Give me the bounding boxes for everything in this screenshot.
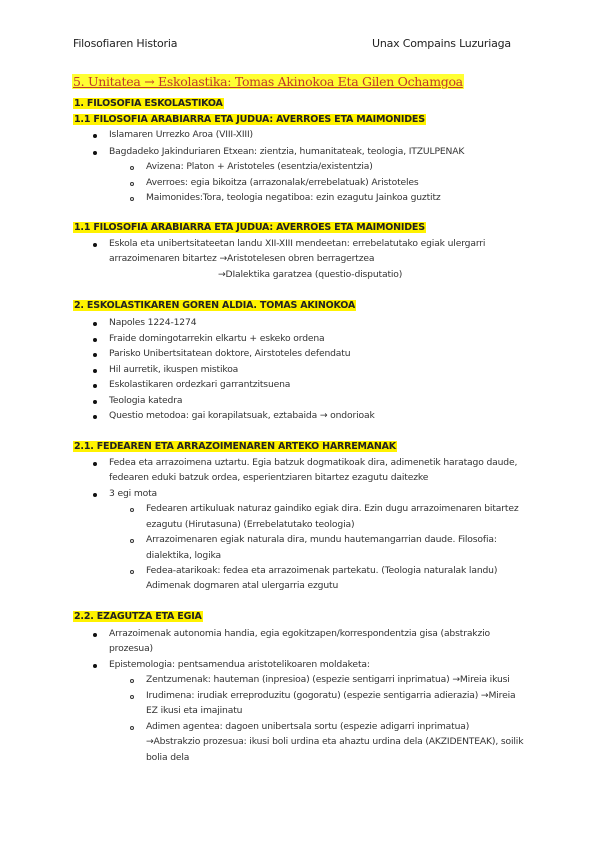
list-item: Islamaren Urrezko Aroa (VIII-XIII) — [109, 129, 253, 140]
list-item: Hil aurretik, ikuspen mistikoa — [109, 364, 239, 375]
subsection-heading: 2.2. EZAGUTZA ETA EGIA — [74, 611, 202, 622]
bullet — [93, 462, 97, 466]
list-item: Fraide domingotarrekin elkartu + eskeko ordena — [109, 333, 325, 344]
sub-bullet — [130, 726, 134, 730]
sub-bullet — [130, 539, 134, 543]
sub-list-item-continuation: dialektika, logika — [146, 550, 221, 561]
list-item-continuation: →DIalektika garatzea (questio-disputatio) — [218, 269, 403, 280]
bullet — [93, 400, 97, 404]
sub-bullet — [130, 182, 134, 186]
header-course-title: Filosofiaren Historia — [73, 37, 178, 50]
bullet — [93, 353, 97, 357]
bullet — [93, 322, 97, 326]
list-item: Eskola eta unibertsitateetan landu XII-XIII mendeetan: errebelatutako egiak ulergarri — [109, 238, 486, 249]
list-item: Epistemologia: pentsamendua aristotelikoaren moldaketa: — [109, 659, 370, 670]
sub-list-item: Adimen agentea: dagoen unibertsala sortu (espezie adigarri inprimatua) — [146, 721, 470, 732]
list-item: Teologia katedra — [109, 395, 183, 406]
sub-list-item: Averroes: egia bikoitza (arrazonalak/errebelatuak) Aristoteles — [146, 177, 419, 188]
bullet — [93, 369, 97, 373]
sub-list-item-continuation: Adimenak dogmaren atal ulergarria ezgutu — [146, 580, 339, 591]
subsection-heading: 2.1. FEDEAREN ETA ARRAZOIMENAREN ARTEKO HARREMANAK — [74, 441, 396, 452]
sub-list-item: Fedea-atarikoak: fedea eta arrazoimenak partekatu. (Teologia naturalak landu) — [146, 565, 498, 576]
list-item: Questio metodoa: gai korapilatsuak, eztabaida → ondorioak — [109, 410, 375, 421]
sub-list-item-continuation: EZ ikusi eta imajinatu — [146, 705, 243, 716]
list-item-continuation: fedearen eduki batzuk ordea, esperientziaren bitartez ezagutu daitezke — [109, 472, 429, 483]
list-item-continuation: arrazoimenaren bitartez →Aristotelesen obren berragertzea — [109, 253, 375, 264]
subsection-heading: 1.1 FILOSOFIA ARABIARRA ETA JUDUA: AVERROES ETA MAIMONIDES — [74, 222, 425, 233]
list-item: Eskolastikaren ordezkari garrantzitsuena — [109, 379, 291, 390]
section-heading: 2. ESKOLASTIKAREN GOREN ALDIA. TOMAS AKINOKOA — [74, 300, 356, 311]
list-item: Bagdadeko Jakinduriaren Etxean: zientzia, humanitateak, teologia, ITZULPENAK — [109, 146, 465, 157]
list-item: Arrazoimenak autonomia handia, egia egokitzapen/korrespondentzia gisa (abstrakzio — [109, 628, 491, 639]
list-item: 3 egi mota — [109, 488, 158, 499]
sub-list-item-continuation: →Abstrakzio prozesua: ikusi boli urdina eta ahaztu urdina dela (AKZIDENTEAK), soilik — [146, 736, 524, 747]
list-item: Fedea eta arrazoimena uztartu. Egia batzuk dogmatikoak dira, adimenetik haratago daude, — [109, 457, 518, 468]
bullet — [93, 134, 97, 138]
list-item-continuation: prozesua) — [109, 643, 153, 654]
bullet — [93, 493, 97, 497]
sub-list-item: Maimonides:Tora, teologia negatiboa: ezin ezagutu Jainkoa guztitz — [146, 192, 441, 203]
sub-list-item: Fedearen artikuluak naturaz gaindiko egiak dira. Ezin dugu arrazoimenaren bitartez — [146, 503, 519, 514]
sub-bullet — [130, 679, 134, 683]
list-item: Napoles 1224-1274 — [109, 317, 197, 328]
sub-bullet — [130, 166, 134, 170]
bullet — [93, 415, 97, 419]
bullet — [93, 243, 97, 247]
sub-list-item: Arrazoimenaren egiak naturala dira, mundu hautemangarrian daude. Filosofia: — [146, 534, 497, 545]
subsection-heading: 1.1 FILOSOFIA ARABIARRA ETA JUDUA: AVERROES ETA MAIMONIDES — [74, 114, 425, 125]
list-item: Parisko Unibertsitatean doktore, Airstoteles defendatu — [109, 348, 351, 359]
bullet — [93, 384, 97, 388]
sub-list-item-continuation: ezagutu (Hirutasuna) (Errebelatutako teologia) — [146, 519, 355, 530]
sub-list-item: Zentzumenak: hauteman (inpresioa) (espezie sentigarri inprimatua) →Mireia ikusi — [146, 674, 510, 685]
bullet — [93, 151, 97, 155]
sub-bullet — [130, 570, 134, 574]
sub-list-item: Avizena: Platon + Aristoteles (esentzia/existentzia) — [146, 161, 373, 172]
bullet — [93, 338, 97, 342]
unit-title: 5. Unitatea → Eskolastika: Tomas Akinokoa Eta Gilen Ochamgoa — [73, 74, 463, 89]
sub-bullet — [130, 695, 134, 699]
bullet — [93, 633, 97, 637]
bullet — [93, 664, 97, 668]
sub-list-item: Irudimena: irudiak erreproduzitu (gogoratu) (espezie sentigarria adierazia) →Mireia — [146, 690, 516, 701]
header-author: Unax Compains Luzuriaga — [372, 37, 511, 50]
sub-bullet — [130, 197, 134, 201]
section-heading: 1. FILOSOFIA ESKOLASTIKOA — [74, 98, 223, 109]
sub-list-item-continuation: bolia dela — [146, 752, 190, 763]
sub-bullet — [130, 508, 134, 512]
